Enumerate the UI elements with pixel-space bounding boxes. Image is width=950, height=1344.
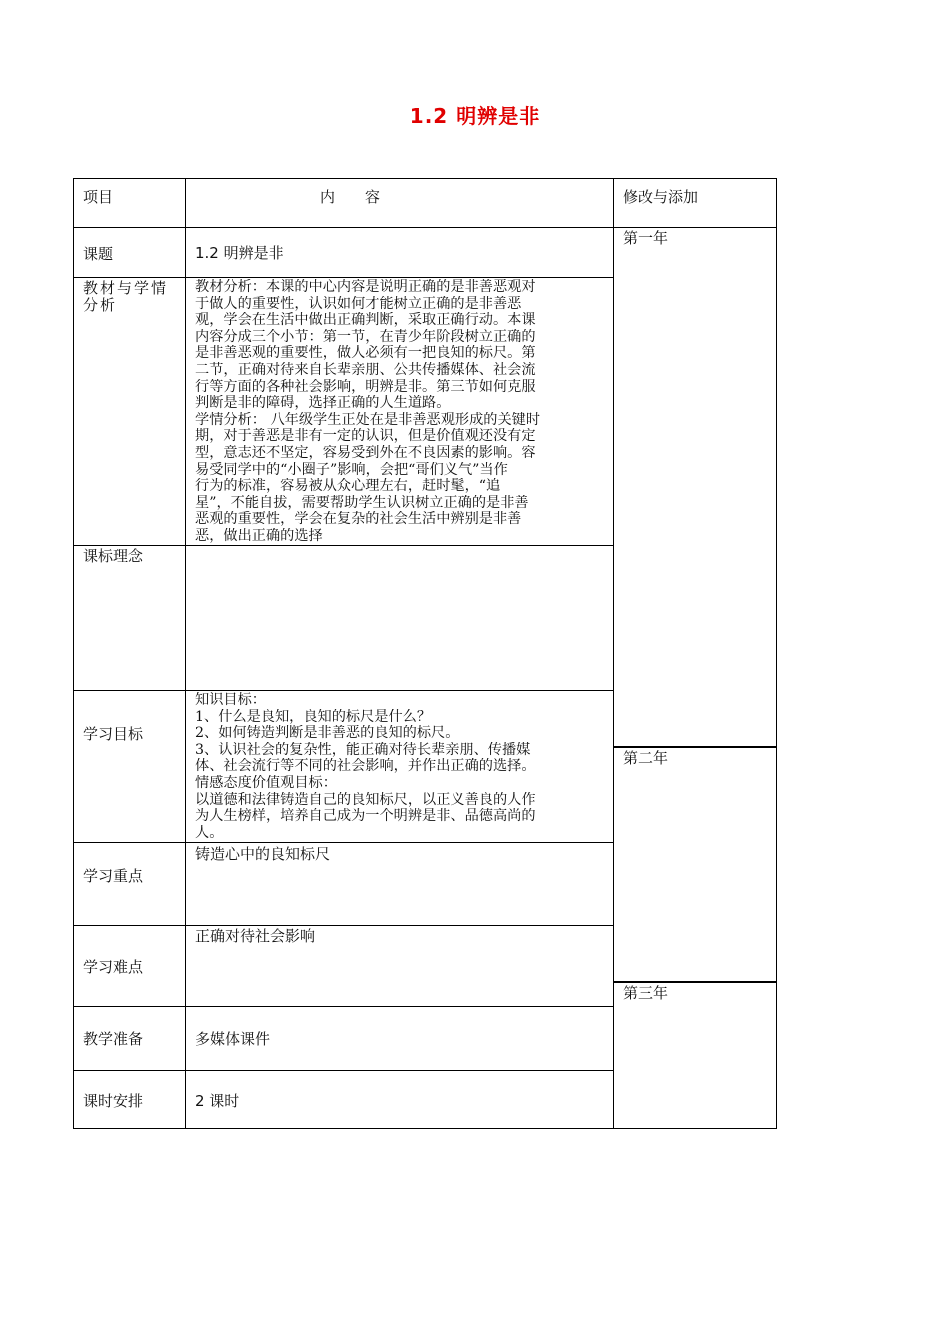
analysis-line: 行为的标准，容易被从众心理左右，赶时髦，“追 [195,478,501,495]
header-revise: 修改与添加 [623,188,699,206]
topic-value: 1.2 明辨是非 [195,244,284,262]
goals-line: 3、认识社会的复杂性，能正确对待长辈亲朋、传播媒 [195,741,531,758]
year-divider [613,746,777,748]
difficulty-label: 学习难点 [83,958,144,976]
goals-line: 情感态度价值观目标： [195,774,337,791]
analysis-line: 易受同学中的“小圈子”影响，会把“哥们义气”当作 [195,461,508,478]
page-title: 1.2 明辨是非 [409,104,541,128]
analysis-line: 期，对于善恶是非有一定的认识，但是价值观还没有定 [195,428,536,445]
column-divider-1 [185,178,186,1129]
row-divider [73,925,614,926]
topic-label: 课题 [83,245,114,263]
key-label: 学习重点 [83,867,144,885]
analysis-line: 恶，做出正确的选择 [195,527,323,544]
prep-value: 多媒体课件 [195,1030,271,1048]
table-border-top [73,178,777,179]
analysis-line: 型，意志还不坚定，容易受到外在不良因素的影响。容 [195,444,536,461]
key-value: 铸造心中的良知标尺 [195,845,331,863]
table-border-bottom [73,1128,777,1129]
row-divider [73,277,614,278]
analysis-text [195,279,605,545]
goals-label: 学习目标 [83,725,144,743]
prep-label: 教学准备 [83,1030,144,1048]
difficulty-value: 正确对待社会影响 [195,927,316,945]
analysis-line: 学情分析： 八年级学生正处在是非善恶观形成的关键时 [195,411,541,428]
schedule-label: 课时安排 [83,1092,144,1110]
schedule-value: 2 课时 [195,1092,240,1110]
goals-text [195,692,605,841]
analysis-line: 判断是非的障碍，选择正确的人生道路。 [195,395,451,412]
header-content: 内 容 [320,188,381,206]
column-divider-2 [613,178,614,1129]
goals-line: 体、社会流行等不同的社会影响，并作出正确的选择。 [195,758,536,775]
row-divider [73,1070,614,1071]
concept-label: 课标理念 [83,547,144,565]
table-border-right [776,178,777,1129]
row-divider [73,842,614,843]
row-divider [73,690,614,691]
row-divider [73,545,614,546]
year-2-label: 第二年 [623,749,669,767]
analysis-line: 是非善恶观的重要性，做人必须有一把良知的标尺。第 [195,345,536,362]
analysis-line: 教材分析：本课的中心内容是说明正确的是非善恶观对 [195,279,536,295]
header-divider [73,227,777,228]
goals-line: 人。 [195,824,224,841]
analysis-line: 于做人的重要性，认识如何才能树立正确的是非善恶 [195,295,522,312]
year-1-label: 第一年 [623,229,669,247]
goals-line: 为人生榜样，培养自己成为一个明辨是非、品德高尚的 [195,808,536,825]
analysis-line: 二节，正确对待来自长辈亲朋、公共传播媒体、社会流 [195,361,536,378]
goals-line: 1、什么是良知，良知的标尺是什么？ [195,708,432,725]
analysis-line: 内容分成三个小节：第一节，在青少年阶段树立正确的 [195,328,536,345]
analysis-line: 星”，不能自拔，需要帮助学生认识树立正确的是非善 [195,494,529,511]
goals-line: 以道德和法律铸造自己的良知标尺，以正义善良的人作 [195,791,536,808]
header-item: 项目 [83,188,114,206]
goals-line: 2、如何铸造判断是非善恶的良知的标尺。 [195,725,460,742]
row-divider [73,1006,614,1007]
analysis-line: 恶观的重要性，学会在复杂的社会生活中辨别是非善 [195,511,522,528]
goals-line: 知识目标： [195,692,266,708]
year-3-label: 第三年 [623,984,669,1002]
analysis-line: 观，学会在生活中做出正确判断，采取正确行动。本课 [195,312,536,329]
table-border-left [73,178,74,1129]
analysis-label: 教材与学情分析 [83,279,169,314]
analysis-line: 行等方面的各种社会影响，明辨是非。第三节如何克服 [195,378,536,395]
year-divider [613,981,777,983]
